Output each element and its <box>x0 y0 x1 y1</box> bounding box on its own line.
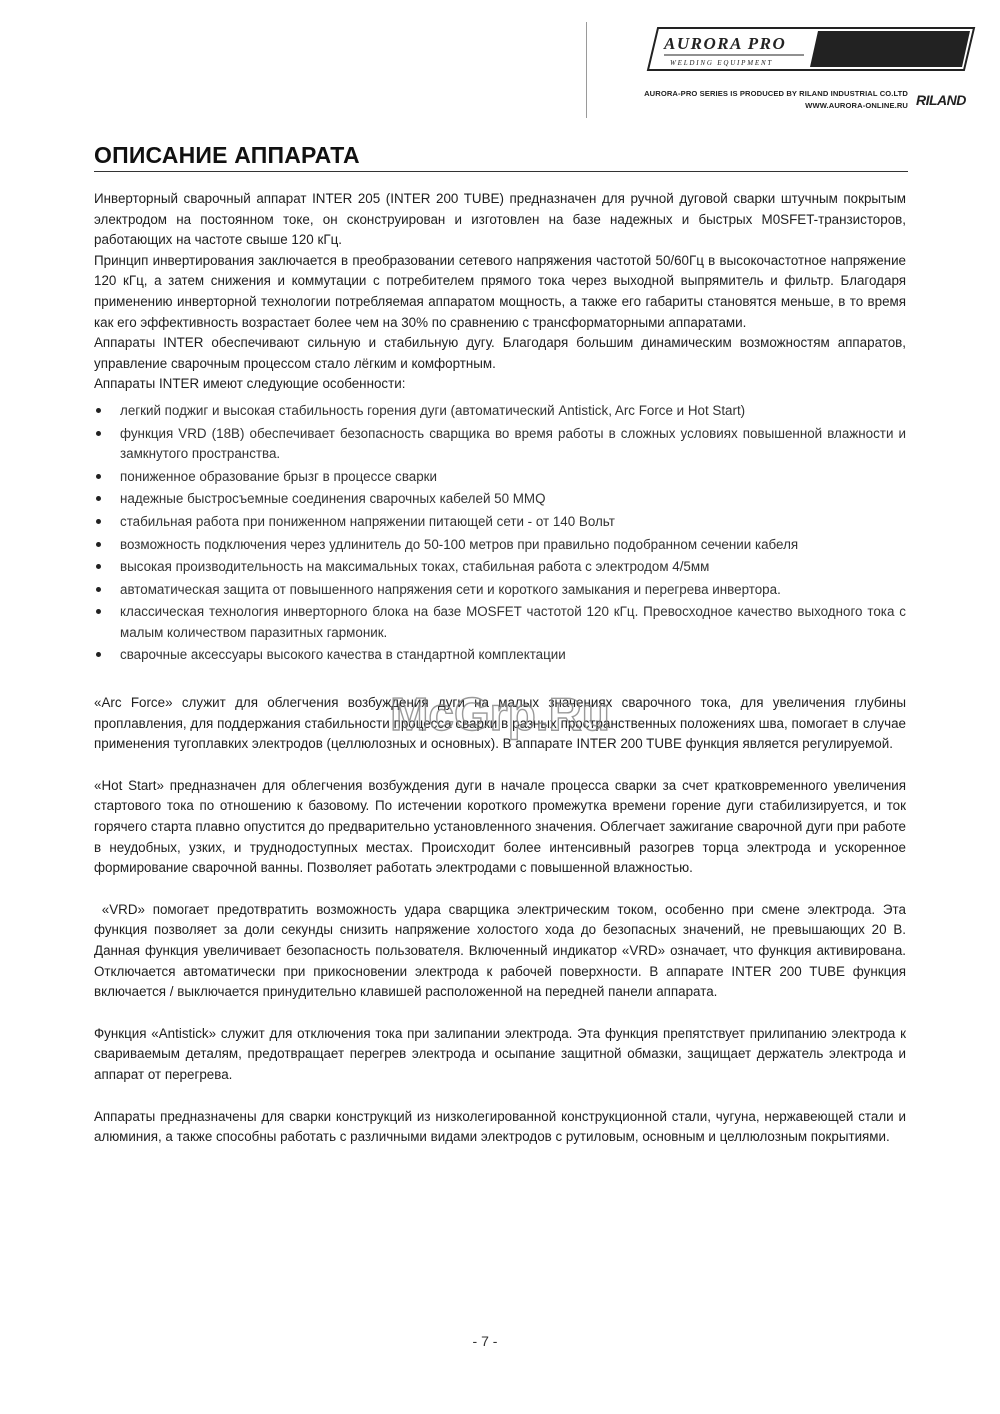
hot-start-paragraph: «Hot Start» предназначен для облегчения возбуждения дуги в начале процесса сварки за счет кратковременного увеличения стартового тока по отношению к базовому. По истечении короткого промежутка времени горение дуги стабилизируется, и ток горячего старта плавно опустится до предварительно установленного значения. Облегчает зажигание сварочной дуги при работе в неудобных, узких, и труднодоступных местах. Происходит более интенсивный разогрев торца электрода и ускоренное формирование сварочной ванны. Позволяет работать электродами с повышенной влажностью. <box>94 777 906 876</box>
feature-text: легкий поджиг и высокая стабильность горения дуги (автоматический Antistick, Arc Force и Hot Start) <box>120 402 746 418</box>
feature-item <box>94 424 906 465</box>
bullet-icon <box>96 408 101 413</box>
riland-logo: RILAND <box>916 92 966 108</box>
feature-item <box>94 512 906 533</box>
antistick-paragraph: Функция «Antistick» служит для отключения тока при залипании электрода. Эта функция препятствует прилипанию электрода к свариваемым деталям, предотвращает перегрев электрода и осыпание защитной обмазки, защищает держатель электрода и аппарат от перегрева. <box>94 1025 906 1082</box>
vrd-paragraph: «VRD» помогает предотвратить возможность удара сварщика электрическим током, особенно при смене электрода. Эта функция позволяет за доли секунды снизить напряжение холостого хода до безопасных значений, не превышающих 20 В. Данная функция увеличивает безопасность пользователя. Включенный индикатор «VRD» означает, что функция активирована. Отключается автоматически при прикосновении электрода к рабочей поверхности. В аппарате INTER 200 TUBE функция включается / выключается принудительно клавишей расположенной на передней панели аппарата. <box>94 901 910 1000</box>
bullet-icon <box>96 609 101 614</box>
watermark <box>380 680 620 750</box>
producer-info <box>644 88 908 112</box>
bullet-icon <box>96 542 101 547</box>
feature-item <box>94 645 906 666</box>
feature-text: автоматическая защита от повышенного напряжения сети и короткого замыкания и перегрева инвертора. <box>120 581 781 597</box>
intro-paragraph: Аппараты INTER имеют следующие особенности: <box>94 376 406 392</box>
aurora-pro-logo <box>640 24 980 74</box>
feature-item <box>94 467 906 488</box>
feature-item <box>94 401 906 422</box>
logo-text: AURORA PRO <box>664 34 787 53</box>
producer-line: AURORA-PRO SERIES IS PRODUCED BY RILAND INDUSTRIAL CO.LTD <box>644 89 908 98</box>
feature-item <box>94 580 906 601</box>
feature-item <box>94 489 906 510</box>
intro-paragraph: Принцип инвертирования заключается в преобразовании сетевого напряжения частотой 50/60Гц в высокочастотное напряжение 120 кГц, а затем снижения и коммутации с потребителем прямого тока через выходной выпрямитель и фильтр. Благодаря применению инверторной технологии потребляемая аппаратом мощность, а также его габариты становятся меньше, в то время как его эффективность возрастает более чем на 30% по сравнению с трансформаторными аппаратами. <box>94 252 906 330</box>
application-paragraph: Аппараты предназначены для сварки конструкций из низколегированной конструкционной стали, чугуна, нержавеющей стали и алюминия, а также способны работать с различными видами электродов с рутиловым, основным и целлюлозным покрытиями. <box>94 1108 906 1145</box>
page-number: - 7 - <box>472 1333 498 1349</box>
bullet-icon <box>96 496 101 501</box>
bullet-icon <box>96 474 101 479</box>
arc-force-paragraph: «Arc Force» служит для облегчения возбуждения дуги на малых значениях сварочного тока, для увеличения глубины проплавления, для поддержания стабильности процесса сварки в разных пространственных положениях шва, помогает в случае применения тугоплавких электродов (целлюлозных и основных). В аппарате INTER 200 TUBE функция является регулируемой. <box>94 695 906 752</box>
feature-item <box>94 557 906 578</box>
feature-item <box>94 535 906 556</box>
logo-subtext: WELDING EQUIPMENT <box>670 59 774 67</box>
feature-text: надежные быстросъемные соединения сварочных кабелей 50 MMQ <box>120 491 546 507</box>
bullet-icon <box>96 564 101 569</box>
feature-text: возможность подключения через удлинитель до 50-100 метров при правильно подобранном сечении кабеля <box>120 536 799 552</box>
feature-text: пониженное образование брызг в процессе сварки <box>120 468 438 484</box>
intro-paragraph: Инверторный сварочный аппарат INTER 205 (INTER 200 TUBE) предназначен для ручной дуговой сварки штучным покрытым электродом на постоянном токе, он сконструирован и изготовлен на базе надежных и быстрых M0SFET-транзисторов, работающих на частоте свыше 120 кГц. <box>94 191 906 248</box>
watermark-text: McGrp.Ru <box>390 688 610 740</box>
feature-text: высокая производительность на максимальных токах, стабильная работа с электродом 4/5мм <box>120 559 710 575</box>
feature-text: стабильная работа при пониженном напряжении питающей сети - от 140 Вольт <box>120 513 615 529</box>
website-text: WWW.AURORA-ONLINE.RU <box>805 101 908 110</box>
page-title: ОПИСАНИЕ АППАРАТА <box>94 142 360 168</box>
header-divider <box>586 22 587 118</box>
bullet-icon <box>96 431 101 436</box>
bullet-icon <box>96 587 101 592</box>
features-list <box>94 401 906 666</box>
feature-text: функция VRD (18В) обеспечивает безопасность сварщика во время работы в сложных условиях повышенной влажности и замкнутого пространства. <box>120 425 906 462</box>
main-content <box>94 189 910 1148</box>
feature-text: классическая технология инверторного блока на базе MOSFET частотой 120 кГц. Превосходное качество выходного тока с малым количеством паразитных гармоник. <box>120 604 906 640</box>
bullet-icon <box>96 519 101 524</box>
title-underline <box>94 171 908 172</box>
feature-text: сварочные аксессуары высокого качества в стандартной комплектации <box>120 647 566 663</box>
intro-paragraph: Аппараты INTER обеспечивают сильную и стабильную дугу. Благодаря большим динамическим возможностям аппаратов, управление сварочным процессом стало лёгким и комфортным. <box>94 335 906 371</box>
bullet-icon <box>96 652 101 657</box>
feature-item <box>94 602 906 643</box>
